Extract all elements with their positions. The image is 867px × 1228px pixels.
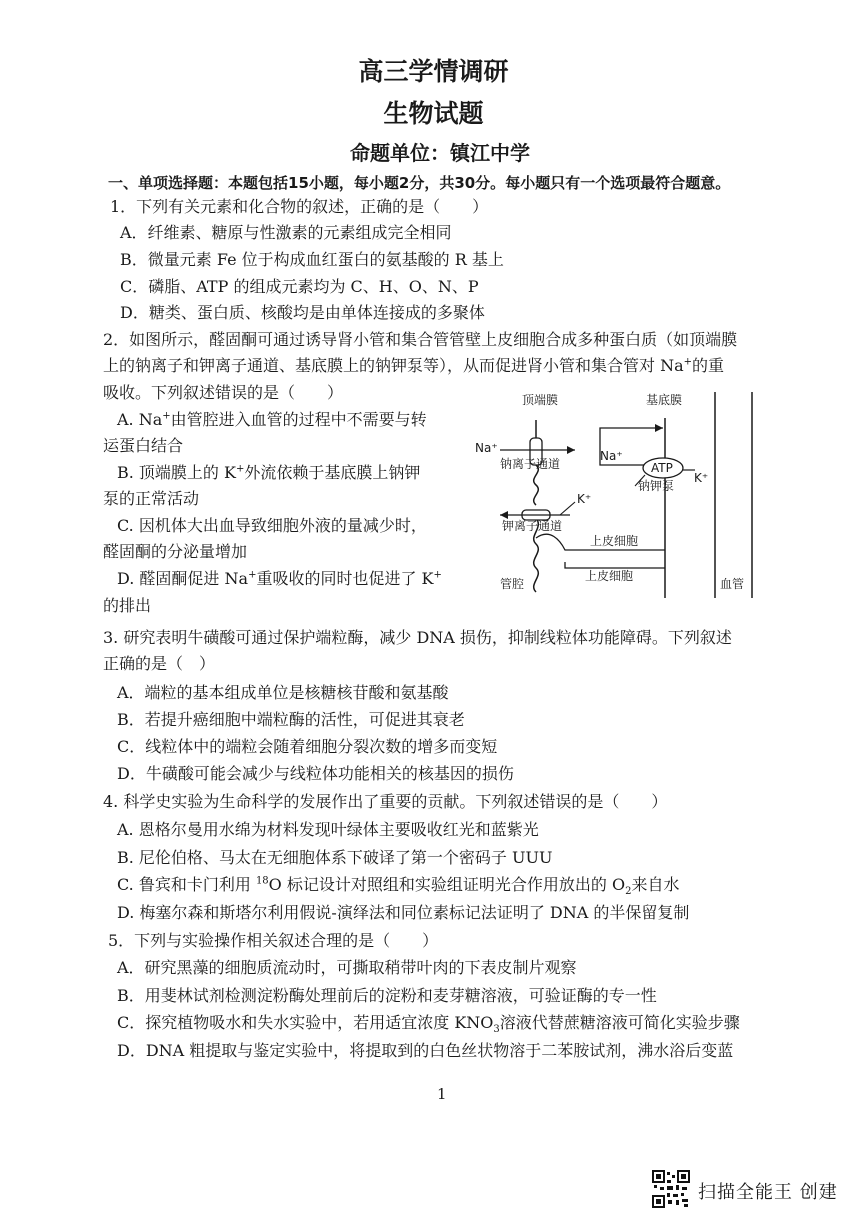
q5-option-b: B．用斐林试剂检测淀粉酶处理前后的淀粉和麦芽糖溶液，可验证酶的专一性 [117,986,657,1005]
svg-text:上皮细胞: 上皮细胞 [590,534,639,548]
svg-text:血管: 血管 [720,577,745,591]
q2-option-b-cont: 泵的正常活动 [103,489,200,508]
q1-option-a: A．纤维素、糖原与性激素的元素组成完全相同 [120,223,452,242]
q1-option-c: C．磷脂、ATP 的组成元素均为 C、H、O、N、P [120,277,479,296]
q5-option-a: A．研究黑藻的细胞质流动时，可撕取稍带叶肉的下表皮制片观察 [117,958,577,977]
exam-issuer: 命题单位：镇江中学 [350,141,530,165]
scanner-watermark: 扫描全能王 创建 [698,1182,838,1203]
page-number: 1 [437,1085,447,1103]
q5-option-d: D．DNA 粗提取与鉴定实验中，将提取到的白色丝状物溶于二苯胺试剂，沸水浴后变蓝 [117,1041,734,1060]
q3-option-d: D．牛磺酸可能会减少与线粒体功能相关的核基因的损伤 [117,764,514,783]
exam-title: 高三学情调研 [358,57,509,86]
q2-option-a-cont: 运蛋白结合 [103,436,184,455]
q3-stem-line2: 正确的是（ ） [103,654,216,673]
svg-text:Na⁺: Na⁺ [600,449,623,463]
qr-code-icon [652,1170,690,1208]
svg-text:ATP: ATP [651,461,673,475]
q4-option-c: C. 鲁宾和卡门利用 $^{18}$O 标记设计对照组和实验组证明光合作用放出的 $O_2$来自水 [117,875,680,898]
q2-option-c: C. 因机体大出血导致细胞外液的量减少时， [117,516,427,535]
q5-option-c: C．探究植物吸水和失水实验中，若用适宜浓度 $KNO_3$溶液代替蔗糖溶液可简化实验步骤 [117,1013,740,1036]
svg-text:上皮细胞: 上皮细胞 [585,569,634,583]
q3-option-c: C．线粒体中的端粒会随着细胞分裂次数的增多而变短 [117,737,498,756]
q2-stem-line1: 2．如图所示，醛固酮可通过诱导肾小管和集合管管壁上皮细胞合成多种蛋白质（如顶端膜 [103,330,738,349]
svg-text:K⁺: K⁺ [694,471,709,485]
q4-option-b: B. 尼伦伯格、马太在无细胞体系下破译了第一个密码子 UUU [117,848,553,867]
svg-text:钠离子通道: 钠离子通道 [500,457,561,471]
q2-option-d: D. 醛固酮促进 Na+重吸收的同时也促进了 K+ [117,569,442,588]
q4-stem: 4. 科学史实验为生命科学的发展作出了重要的贡献。下列叙述错误的是（ ） [103,792,668,811]
exam-subject: 生物试题 [383,99,484,128]
q1-option-b: B．微量元素 Fe 位于构成血红蛋白的氨基酸的 R 基上 [120,250,504,269]
svg-text:K⁺: K⁺ [577,492,592,506]
kidney-cell-diagram [470,390,770,605]
q3-stem-line1: 3. 研究表明牛磺酸可通过保护端粒酶，减少 DNA 损伤，抑制线粒体功能障碍。下列叙述 [103,628,732,647]
section-heading: 一、单项选择题：本题包括15小题，每小题2分，共30分。每小题只有一个选项最符合题意。 [108,174,731,192]
q3-option-b: B．若提升癌细胞中端粒酶的活性，可促进其衰老 [117,710,465,729]
q2-option-d-cont: 的排出 [103,596,152,615]
svg-text:基底膜: 基底膜 [646,393,683,407]
q2-stem-line3: 吸收。下列叙述错误的是（ ） [103,383,344,402]
q4-option-d: D. 梅塞尔森和斯塔尔利用假说-演绎法和同位素标记法证明了 DNA 的半保留复制 [117,903,690,922]
q2-option-a: A. Na+由管腔进入血管的过程中不需要与转 [117,410,427,429]
q1-stem: 1．下列有关元素和化合物的叙述，正确的是（ ） [110,197,489,216]
svg-text:Na⁺: Na⁺ [475,441,498,455]
svg-text:顶端膜: 顶端膜 [522,393,559,407]
q2-option-b: B. 顶端膜上的 K+外流依赖于基底膜上钠钾 [117,463,421,482]
svg-text:钠钾泵: 钠钾泵 [638,479,675,493]
q4-option-a: A. 恩格尔曼用水绵为材料发现叶绿体主要吸收红光和蓝紫光 [117,820,539,839]
svg-text:管腔: 管腔 [500,577,525,591]
q2-stem-line2: 上的钠离子和钾离子通道、基底膜上的钠钾泵等），从而促进肾小管和集合管对 Na+的重 [103,356,725,375]
svg-text:钾离子通道: 钾离子通道 [502,519,563,533]
q3-option-a: A．端粒的基本组成单位是核糖核苷酸和氨基酸 [117,683,449,702]
q1-option-d: D．糖类、蛋白质、核酸均是由单体连接成的多聚体 [120,303,485,322]
q2-option-c-cont: 醛固酮的分泌量增加 [103,542,248,561]
q5-stem: 5．下列与实验操作相关叙述合理的是（ ） [108,931,439,950]
